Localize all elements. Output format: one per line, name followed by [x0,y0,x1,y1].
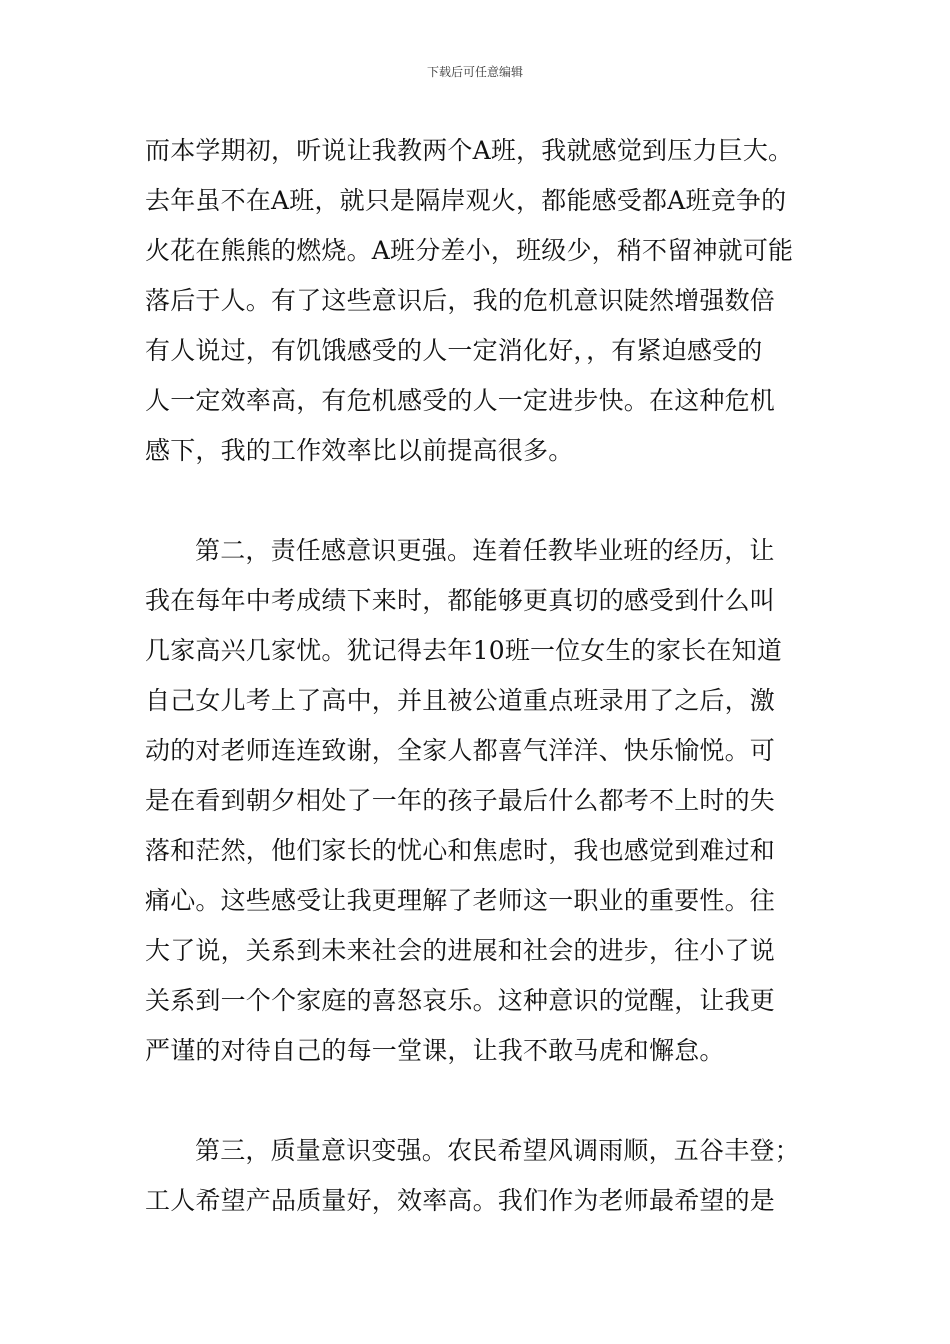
text-line: 动的对老师连连致谢，全家人都喜气洋洋、快乐愉悦。可 [145,736,776,765]
document-body [145,126,810,1226]
text-line: 火花在熊熊的燃烧。A班分差小，班级少，稍不留神就可能 [145,236,794,265]
text-line-first: 第二，责任感意识更强。连着任教毕业班的经历，让 [195,536,775,565]
paragraph-spacer [145,1076,810,1126]
paragraph-3 [145,1126,810,1226]
text-line: 大了说，关系到未来社会的进展和社会的进步，往小了说 [145,936,776,965]
text-line: 感下，我的工作效率比以前提高很多。 [145,436,574,465]
text-line: 去年虽不在A班，就只是隔岸观火，都能感受都A班竞争的 [145,186,787,215]
text-line-first: 第三，质量意识变强。农民希望风调雨顺，五谷丰登； [195,1136,800,1165]
text-line: 落和茫然，他们家长的忧心和焦虑时，我也感觉到难过和 [145,836,776,865]
text-line: 而本学期初，听说让我教两个A班，我就感觉到压力巨大。 [145,136,794,165]
text-line: 几家高兴几家忧。犹记得去年10班一位女生的家长在知道 [145,636,783,665]
paragraph-spacer [145,476,810,526]
text-line: 有人说过，有饥饿感受的人一定消化好，，有紧迫感受的 [145,336,763,365]
text-line: 自己女儿考上了高中，并且被公道重点班录用了之后，激 [145,686,776,715]
page-header: 下载后可任意编辑 [426,65,523,79]
text-line: 关系到一个个家庭的喜怒哀乐。这种意识的觉醒，让我更 [145,986,776,1015]
text-line: 落后于人。有了这些意识后，我的危机意识陡然增强数倍 [145,286,776,315]
text-line: 是在看到朝夕相处了一年的孩子最后什么都考不上时的失 [145,786,776,815]
text-line: 痛心。这些感受让我更理解了老师这一职业的重要性。往 [145,886,776,915]
text-line: 工人希望产品质量好，效率高。我们作为老师最希望的是 [145,1186,776,1215]
text-line: 我在每年中考成绩下来时，都能够更真切的感受到什么叫 [145,586,776,615]
text-line: 严谨的对待自己的每一堂课，让我不敢马虎和懈怠。 [145,1036,725,1065]
text-line: 人一定效率高，有危机感受的人一定进步快。在这种危机 [145,386,776,415]
paragraph-2 [145,526,810,1076]
paragraph-1 [145,126,810,476]
